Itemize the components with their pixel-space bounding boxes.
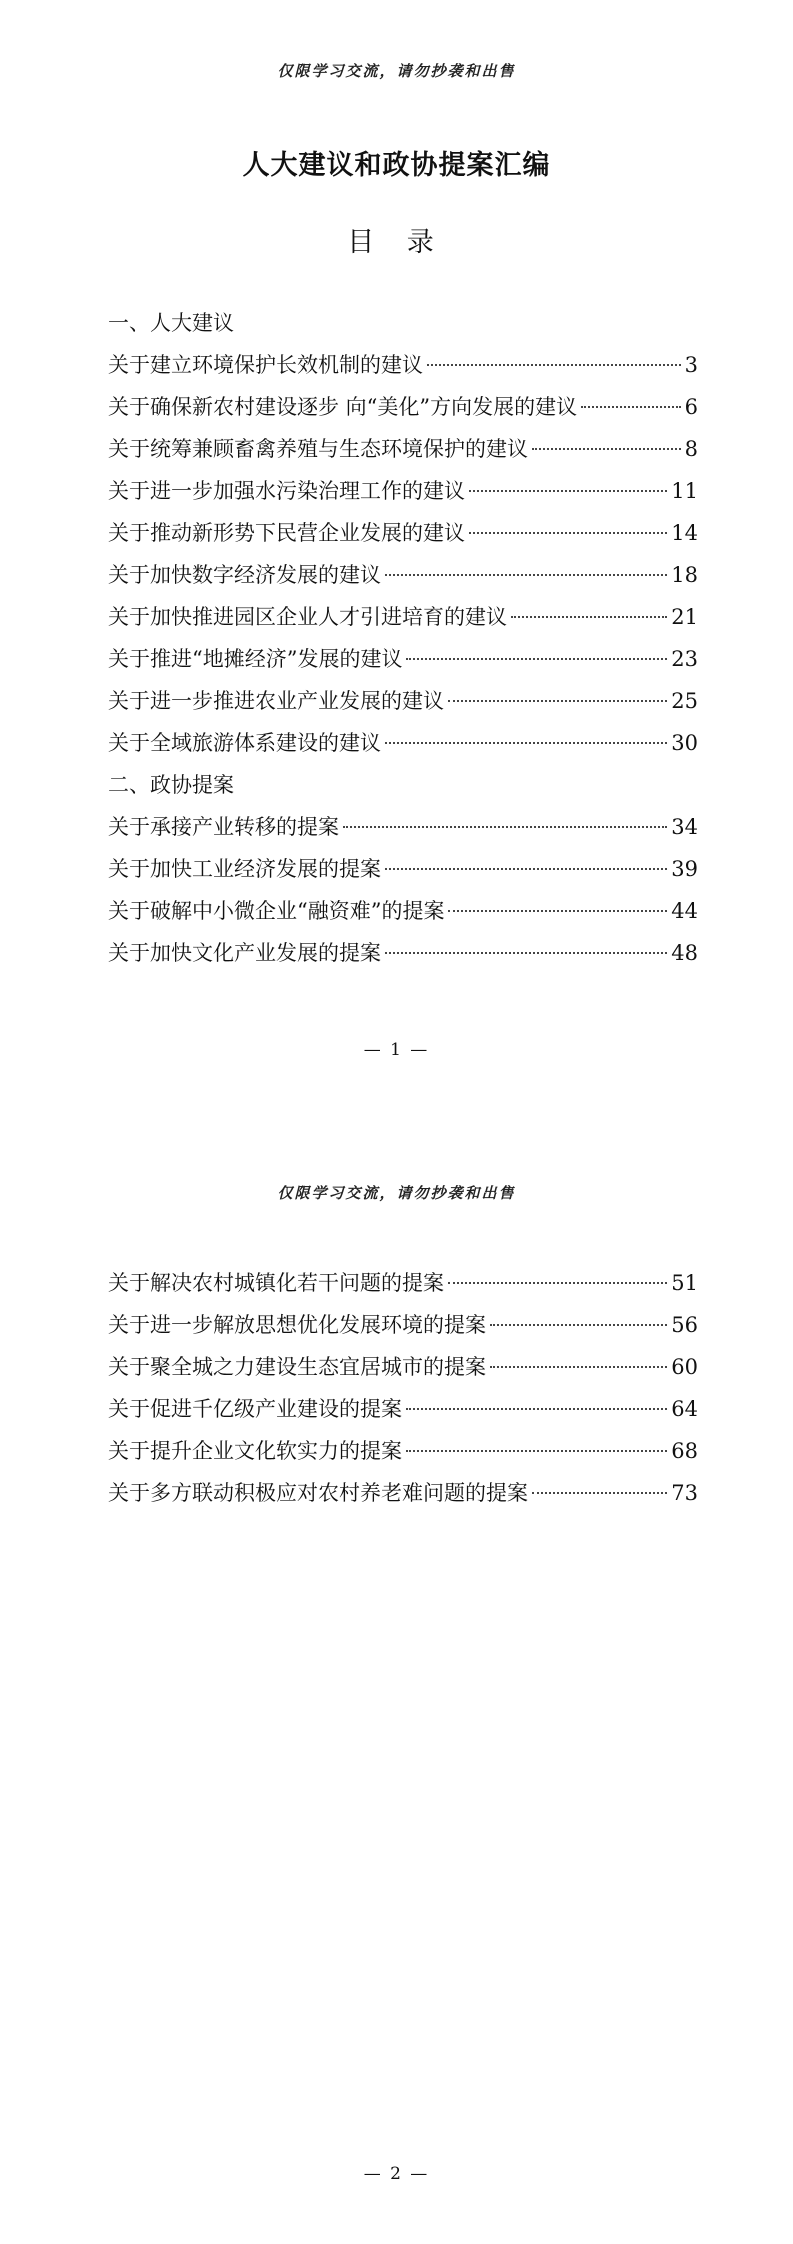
toc-entry[interactable] xyxy=(108,344,698,386)
toc-entry-page: 8 xyxy=(684,437,698,461)
toc-entry[interactable] xyxy=(108,1346,698,1388)
toc-entry-title: 关于承接产业转移的提案 xyxy=(108,815,339,839)
toc-entry[interactable] xyxy=(108,848,698,890)
dot-leader xyxy=(406,1408,667,1410)
dot-leader xyxy=(448,1282,667,1284)
dot-leader xyxy=(532,448,681,450)
toc-entry-title: 关于破解中小微企业“融资难”的提案 xyxy=(108,899,445,923)
toc-entry-page: 11 xyxy=(671,479,698,503)
toc-entry-page: 34 xyxy=(671,815,698,839)
toc-entry-title: 关于进一步加强水污染治理工作的建议 xyxy=(108,479,465,503)
dot-leader xyxy=(343,826,667,828)
toc-entry[interactable] xyxy=(108,596,698,638)
toc-entry[interactable] xyxy=(108,806,698,848)
toc-entry-title: 关于加快数字经济发展的建议 xyxy=(108,563,381,587)
toc-entry[interactable] xyxy=(108,1472,698,1514)
dot-leader xyxy=(385,868,667,870)
document-page-2 xyxy=(0,1122,793,2244)
toc-entry-title: 关于全域旅游体系建设的建议 xyxy=(108,731,381,755)
toc-entry[interactable] xyxy=(108,932,698,974)
toc-entry-title: 关于进一步推进农业产业发展的建议 xyxy=(108,689,444,713)
toc-entry-title: 关于促进千亿级产业建设的提案 xyxy=(108,1397,402,1421)
dot-leader xyxy=(406,658,667,660)
page-number: — 2 — xyxy=(363,2164,430,2184)
toc-entry-page: 6 xyxy=(684,395,698,419)
toc-entry[interactable] xyxy=(108,1388,698,1430)
header-note: 仅限学习交流，请勿抄袭和出售 xyxy=(277,62,516,80)
toc-entry-title: 关于确保新农村建设逐步 向“美化”方向发展的建议 xyxy=(108,395,578,419)
dot-leader xyxy=(469,490,667,492)
toc-entry[interactable] xyxy=(108,512,698,554)
dot-leader xyxy=(385,574,667,576)
toc-entry-page: 25 xyxy=(671,689,698,713)
dot-leader xyxy=(469,532,667,534)
toc-entry-page: 3 xyxy=(684,353,698,377)
table-of-contents-continued xyxy=(108,1262,698,1514)
section-label-npc: 一、人大建议 xyxy=(108,311,234,335)
section-label-cppcc: 二、政协提案 xyxy=(108,773,234,797)
toc-entry-page: 56 xyxy=(671,1313,698,1337)
toc-entry-page: 68 xyxy=(671,1439,698,1463)
toc-entry[interactable] xyxy=(108,1304,698,1346)
toc-entry-page: 64 xyxy=(671,1397,698,1421)
toc-entry-page: 51 xyxy=(671,1271,698,1295)
toc-entry[interactable] xyxy=(108,680,698,722)
toc-entry-page: 73 xyxy=(671,1481,698,1505)
dot-leader xyxy=(511,616,667,618)
toc-entry-page: 18 xyxy=(671,563,698,587)
dot-leader xyxy=(490,1366,667,1368)
dot-leader xyxy=(406,1450,667,1452)
toc-entry-title: 关于统筹兼顾畜禽养殖与生态环境保护的建议 xyxy=(108,437,528,461)
toc-entry-title: 关于加快推进园区企业人才引进培育的建议 xyxy=(108,605,507,629)
dot-leader xyxy=(385,742,667,744)
document-title: 人大建议和政协提案汇编 xyxy=(242,150,551,181)
dot-leader xyxy=(448,910,667,912)
table-of-contents xyxy=(108,302,698,974)
dot-leader xyxy=(532,1492,667,1494)
toc-entry-page: 14 xyxy=(671,521,698,545)
toc-entry-page: 39 xyxy=(671,857,698,881)
dot-leader xyxy=(490,1324,667,1326)
toc-entry-page: 60 xyxy=(671,1355,698,1379)
toc-entry-page: 30 xyxy=(671,731,698,755)
toc-entry[interactable] xyxy=(108,722,698,764)
toc-entry[interactable] xyxy=(108,386,698,428)
toc-entry-page: 48 xyxy=(671,941,698,965)
toc-heading: 目 录 xyxy=(347,227,446,258)
header-note: 仅限学习交流，请勿抄袭和出售 xyxy=(277,1184,516,1202)
toc-entry[interactable] xyxy=(108,1262,698,1304)
toc-entry-title: 关于加快工业经济发展的提案 xyxy=(108,857,381,881)
toc-entry-page: 23 xyxy=(671,647,698,671)
toc-entry[interactable] xyxy=(108,1430,698,1472)
toc-entry-page: 21 xyxy=(671,605,698,629)
page-number: — 1 — xyxy=(363,1040,430,1060)
toc-entry-title: 关于建立环境保护长效机制的建议 xyxy=(108,353,423,377)
dot-leader xyxy=(427,364,681,366)
toc-entry[interactable] xyxy=(108,554,698,596)
toc-entry-page: 44 xyxy=(671,899,698,923)
toc-entry-title: 关于提升企业文化软实力的提案 xyxy=(108,1439,402,1463)
toc-entry-title: 关于加快文化产业发展的提案 xyxy=(108,941,381,965)
toc-entry-title: 关于推动新形势下民营企业发展的建议 xyxy=(108,521,465,545)
toc-entry-title: 关于推进“地摊经济”发展的建议 xyxy=(108,647,403,671)
toc-entry[interactable] xyxy=(108,428,698,470)
toc-entry[interactable] xyxy=(108,470,698,512)
toc-entry-title: 关于解决农村城镇化若干问题的提案 xyxy=(108,1271,444,1295)
dot-leader xyxy=(385,952,667,954)
toc-entry[interactable] xyxy=(108,890,698,932)
toc-entry-title: 关于聚全城之力建设生态宜居城市的提案 xyxy=(108,1355,486,1379)
toc-entry-title: 关于多方联动积极应对农村养老难问题的提案 xyxy=(108,1481,528,1505)
toc-entry-title: 关于进一步解放思想优化发展环境的提案 xyxy=(108,1313,486,1337)
toc-entry[interactable] xyxy=(108,638,698,680)
dot-leader xyxy=(581,406,680,408)
dot-leader xyxy=(448,700,667,702)
